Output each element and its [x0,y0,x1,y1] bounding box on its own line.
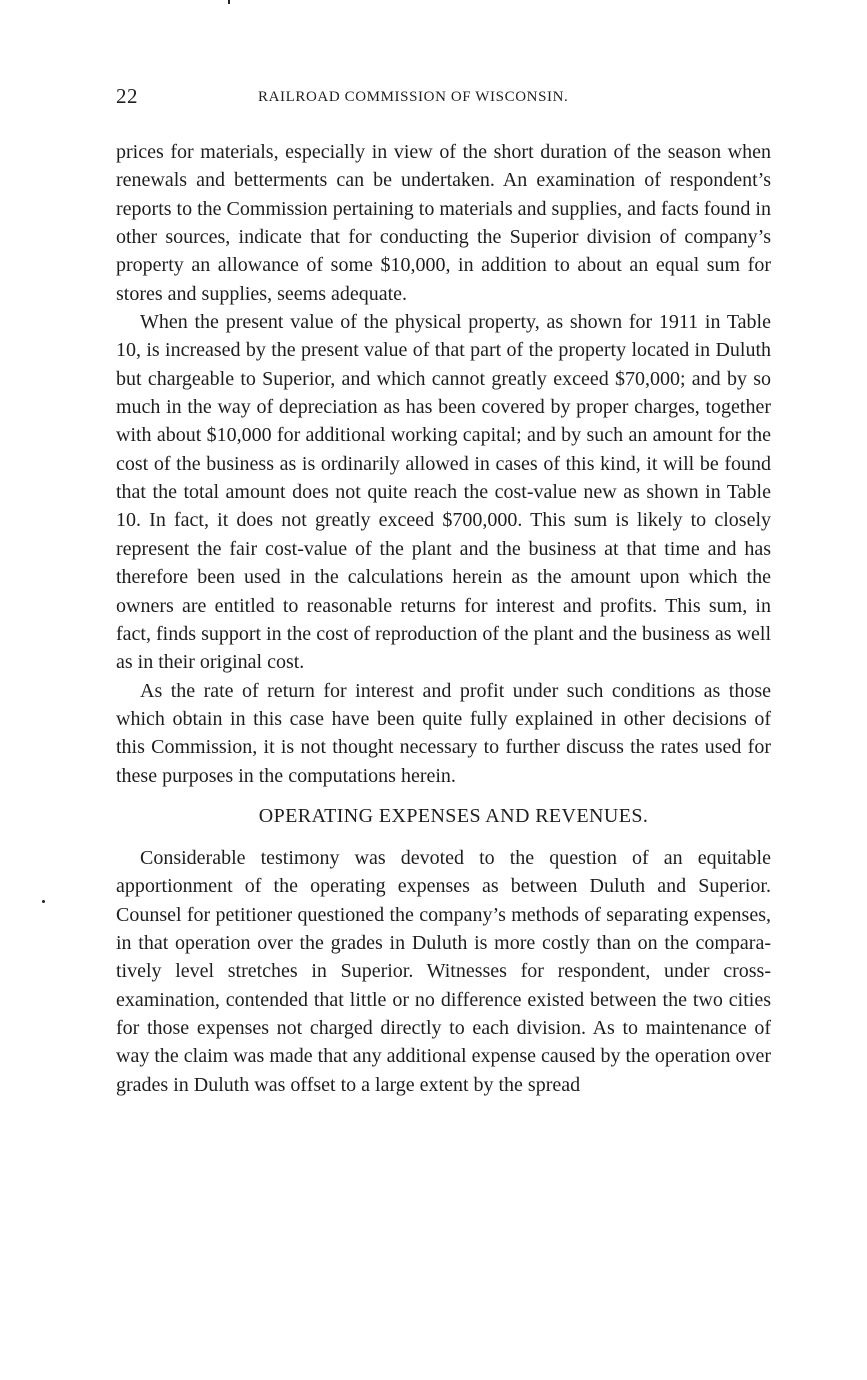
section-heading: OPERATING EXPENSES AND REVENUES. [258,804,649,827]
paragraph-continued: prices for materials, especially in view of the short duration of the season when renewals and betterments can be undertaken. An examination of respondent’s reports to the Commission pertaining to materials and supplies, and facts found in other sources, indicate that for conducting the Superior division of company’s property an allowance of some $10,000, in addition to about an equal sum for stores and supplies, seems adequate. [116,141,771,305]
page-header [116,84,771,112]
top-edge-speck [228,0,230,4]
paragraph-present-value: When the present value of the physical property, as shown for 1911 in Table 10, is increased by the present value of that part of the property located in Duluth but chargeable to Superior, and which cannot greatly exceed $70,000; and by so much in the way of depreciation as has been covered by proper charges, together with about $10,000 for additional working capital; and by such an amount for the cost of the business as is ordinarily allowed in cases of this kind, it will be found that the total amount does not quite reach the cost-value new as shown in Table 10. In fact, it does not greatly exceed $700,000. This sum is likely to closely represent the fair cost-value of the plant and the business at that time and has therefore been used in the calculations herein as the amount upon which the owners are entitled to reasonable returns for interest and profits. This sum, in fact, finds support in the cost of reproduction of the plant and the business as well as in their original cost. [116,311,771,674]
paragraph-operating-expenses: Considerable testimony was devoted to the question of an equitable apportionment of the operating expenses as between Duluth and Superior. Counsel for petitioner questioned the company’s methods of separating expenses, in that operation over the grades in Duluth is more costly than on the comparatively level stretches in Superior. Witnesses for respondent, under cross-examination, contended that little or no difference existed between the two cities for those expenses not charged directly to each division. As to maintenance of way the claim was made that any additional expense caused by the operation over grades in Duluth was offset to a large extent by the spread [116,846,771,1096]
page-number: 22 [116,84,138,108]
body-text [116,138,771,1099]
running-head: RAILROAD COMMISSION OF WISCONSIN. [258,89,569,105]
paragraph-rate-of-return: As the rate of return for interest and profit under such conditions as those which obtain in this case have been quite fully explained in other decisions of this Commission, it is not thought necessary to further discuss the rates used for these purposes in the computations herein. [116,679,771,787]
margin-speck [42,900,45,903]
